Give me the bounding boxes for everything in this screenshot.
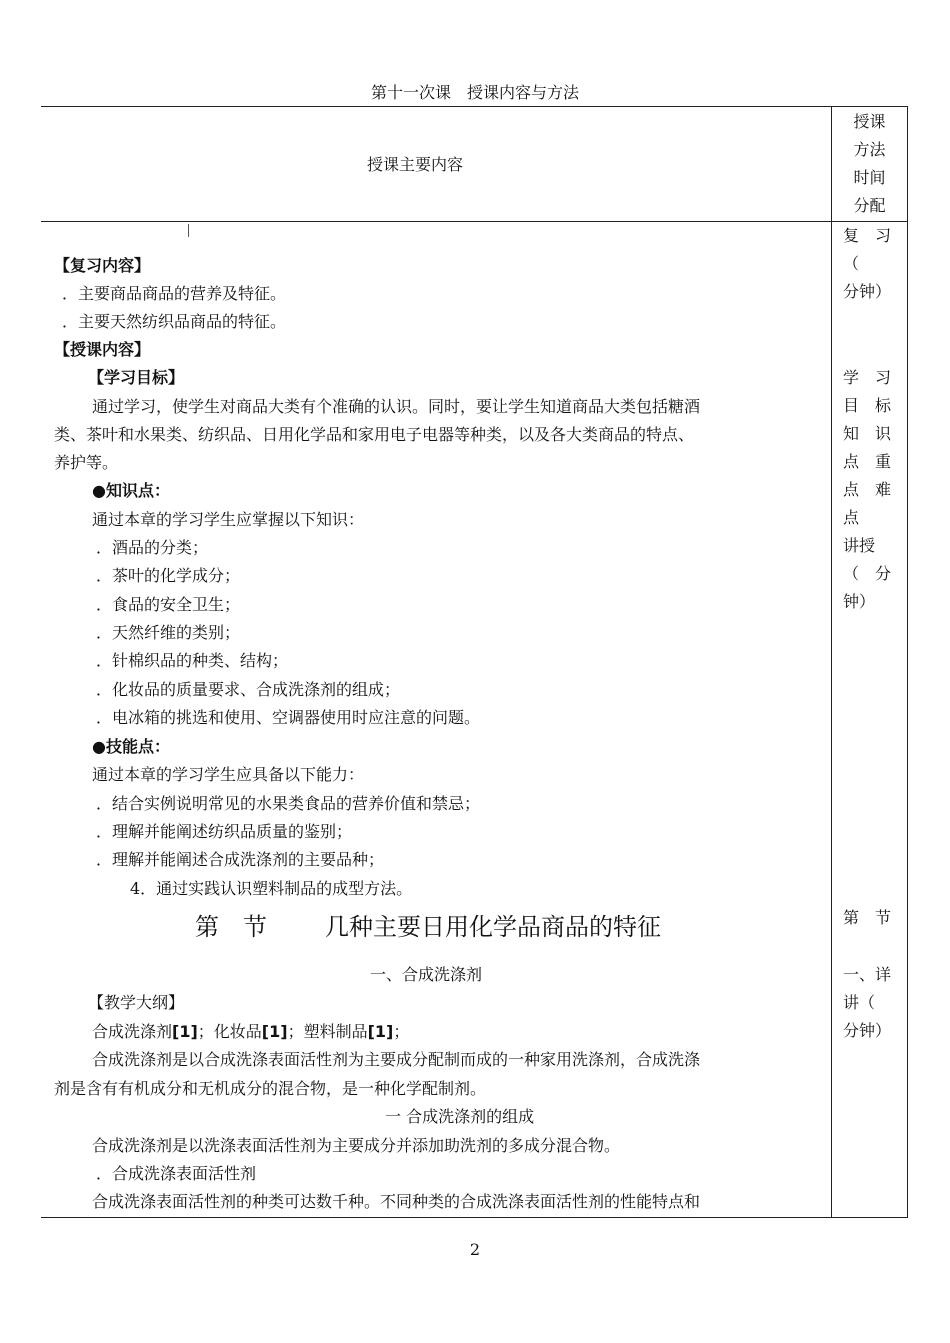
side-note-line: 知 识 (843, 424, 892, 443)
side-note-line: 分钟） (843, 1021, 892, 1040)
citation-ref: [1] (172, 1022, 198, 1041)
side-note-line: 点 难 (843, 480, 892, 499)
side-note-line: 点 (843, 508, 860, 527)
main-column-heading: 授课主要内容 (366, 155, 463, 174)
side-note-section (843, 904, 901, 932)
knowledge-intro: 通过本章的学习学生应掌握以下知识： (92, 510, 365, 529)
knowledge-item: ．针棉织品的种类、结构； (96, 651, 289, 670)
side-heading-line: 授课 (853, 112, 886, 131)
side-note-detail (843, 961, 901, 1045)
table-column-divider (831, 106, 832, 1217)
section-title: 几种主要日用化学品商品的特征 (325, 913, 661, 941)
skill-heading: ●技能点： (92, 737, 170, 756)
side-note-line: 一、详 (843, 965, 892, 984)
side-note-objective (843, 364, 901, 616)
side-note-line: 钟） (843, 592, 876, 611)
knowledge-heading: ●知识点： (92, 481, 170, 500)
review-heading: 【复习内容】 (54, 256, 151, 275)
composition-heading: 一 合成洗涤剂的组成 (385, 1107, 535, 1126)
knowledge-item: ．电冰箱的挑选和使用、空调器使用时应注意的问题。 (96, 708, 481, 727)
surfactant-paragraph: 合成洗涤表面活性剂的种类可达数千种。不同种类的合成洗涤表面活性剂的性能特点和 (92, 1192, 701, 1211)
side-note-line: 第 节 (843, 908, 892, 927)
composition-paragraph: 合成洗涤剂是以洗涤表面活性剂为主要成分并添加助洗剂的多成分混合物。 (92, 1136, 621, 1155)
side-note-line: （ 分 (843, 564, 892, 583)
page-number: 2 (469, 1240, 481, 1259)
objective-paragraph-line: 类、茶叶和水果类、纺织品、日用化学品和家用电子电器等种类，以及各大类商品的特点、 (54, 425, 695, 444)
citation-ref: [1] (261, 1022, 288, 1041)
side-note-line: 学 习 (843, 368, 892, 387)
detergent-paragraph-line: 合成洗涤剂是以合成洗涤表面活性剂为主要成分配制而成的一种家用洗涤剂，合成洗涤 (92, 1050, 701, 1069)
knowledge-item: ．茶叶的化学成分； (96, 566, 241, 585)
side-note-line: 讲（ (843, 993, 876, 1012)
surfactant-item: ．合成洗涤表面活性剂 (96, 1164, 257, 1183)
objective-paragraph-line: 养护等。 (54, 453, 119, 472)
side-heading-line: 方法 (853, 140, 886, 159)
skill-item: ．结合实例说明常见的水果类食品的营养价值和禁忌； (96, 794, 481, 813)
objective-paragraph-line: 通过学习，使学生对商品大类有个准确的认识。同时，要让学生知道商品大类包括糖酒 (92, 397, 701, 416)
knowledge-item: ．酒品的分类； (96, 538, 209, 557)
side-heading-line: 时间 (853, 168, 886, 187)
table-bottom-border (41, 1217, 908, 1218)
page-title: 第十一次课 授课内容与方法 (370, 83, 579, 102)
review-item: ．主要天然纺织品商品的特征。 (62, 312, 287, 331)
table-right-border (907, 106, 908, 1217)
outline-text: ； (393, 1022, 410, 1041)
side-note-line: （ (843, 254, 860, 273)
skill-intro: 通过本章的学习学生应具备以下能力： (92, 765, 365, 784)
subsection-heading: 一、合成洗涤剂 (370, 965, 483, 984)
text-cursor-mark (188, 224, 189, 237)
side-note-review (843, 222, 901, 306)
review-item: ．主要商品商品的营养及特征。 (62, 284, 287, 303)
outline-heading: 【教学大纲】 (88, 993, 185, 1012)
knowledge-item: ．化妆品的质量要求、合成洗涤剂的组成； (96, 680, 401, 699)
side-note-line: 复 习 (843, 226, 892, 245)
objective-heading: 【学习目标】 (88, 368, 185, 387)
side-column-heading (832, 108, 907, 220)
detergent-paragraph-line: 剂是含有有机成分和无机成分的混合物，是一种化学配制剂。 (54, 1079, 487, 1098)
outline-line (92, 1018, 409, 1046)
table-header-divider (41, 221, 908, 222)
side-note-line: 目 标 (843, 396, 892, 415)
skill-item: 4．通过实践认识塑料制品的成型方法。 (130, 879, 413, 898)
skill-item: ．理解并能阐述合成洗涤剂的主要品种； (96, 850, 385, 869)
teaching-heading: 【授课内容】 (54, 340, 151, 359)
side-heading-line: 分配 (853, 196, 886, 215)
table-top-border (41, 106, 908, 107)
section-number: 第 节 (195, 913, 267, 941)
knowledge-item: ．食品的安全卫生； (96, 595, 241, 614)
side-note-line: 点 重 (843, 452, 892, 471)
outline-text: ；化妆品 (197, 1022, 262, 1041)
side-note-line: 分钟） (843, 282, 892, 301)
side-note-line: 讲授 (843, 536, 876, 555)
knowledge-item: ．天然纤维的类别； (96, 623, 241, 642)
outline-text: 合成洗涤剂 (92, 1022, 173, 1041)
outline-text: ；塑料制品 (287, 1022, 368, 1041)
citation-ref: [1] (367, 1022, 394, 1041)
skill-item: ．理解并能阐述纺织品质量的鉴别； (96, 822, 353, 841)
